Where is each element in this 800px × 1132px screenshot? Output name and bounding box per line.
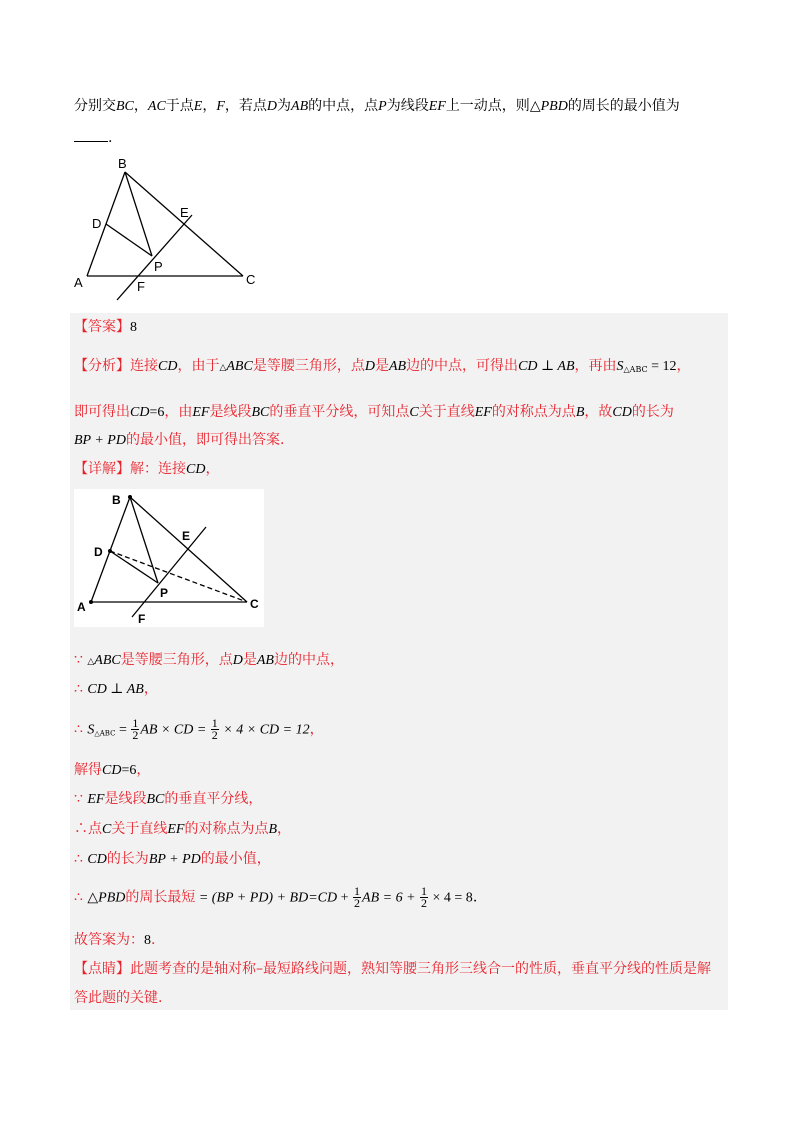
analysis-line-2: 即可得出CD=6，由EF是线段BC的垂直平分线，可知点C关于直线EF的对称点为点B，故CD的长为 (74, 404, 674, 420)
answer-blank (74, 129, 108, 142)
comment-line-1: 【点睛】此题考查的是轴对称–最短路线问题，熟知等腰三角形三线合一的性质，垂直平分线的性质是解 (74, 961, 711, 977)
fig2-label-c: C (250, 597, 259, 611)
proof-line-1: ∵ △ABC是等腰三角形，点D是AB边的中点， (74, 652, 344, 668)
proof-line-8: ∴ △PBD的周长最短 = (BP + PD) + BD=CD + $\frac{1}{2}$ AB = 6 + $\frac{1}{2}$ × 4 = 8. (74, 884, 478, 910)
fig2-label-p: P (160, 586, 169, 600)
fig2-label-d: D (94, 545, 103, 559)
fig2-label-f: F (138, 612, 146, 626)
fig1-label-f: F (137, 279, 145, 294)
question-line-1: 分别交BC，AC于点E，F，若点D为AB的中点，点P为线段EF上一动点，则△PBD的周长的最小值为 (74, 98, 680, 114)
proof-line-5: ∵ EF是线段BC的垂直平分线， (74, 791, 263, 807)
fig2-point-a (89, 600, 93, 604)
proof-line-3: ∴ $S_{\triangle ABC}$ = $\frac{1}{2}$ AB × CD = $\frac{1}{2}$ × 4 × CD = 12， (74, 716, 324, 742)
fig1-label-p: P (154, 259, 163, 274)
fig1-segment-dp (106, 224, 152, 256)
fig2-dashed-cd (110, 551, 247, 602)
fig1-label-c: C (246, 272, 256, 287)
detail-line-1: 【详解】解：连接CD， (74, 461, 220, 477)
fig2-label-e: E (182, 529, 191, 543)
fig1-label-b: B (118, 156, 127, 171)
fig1-label-a: A (74, 275, 83, 290)
fig1-label-e: E (180, 205, 189, 220)
proof-line-6: ∴点C关于直线EF的对称点为点B， (74, 821, 292, 837)
answer-line: 【答案】8 (74, 319, 137, 335)
proof-line-4: 解得CD=6， (74, 762, 151, 778)
fig2-point-d (108, 549, 112, 553)
geometry-figure-1 (70, 150, 270, 302)
geometry-figure-2 (74, 489, 264, 627)
proof-line-7: ∴ CD的长为BP + PD的最小值， (74, 851, 271, 867)
analysis-line-1: 【分析】连接CD，由于△ABC是等腰三角形，点D是AB边的中点，可得出CD ⊥ AB，再由$S_{\triangle ABC} = 12$， (74, 358, 691, 374)
fig2-label-a: A (77, 600, 86, 614)
fig1-label-d: D (92, 216, 102, 231)
proof-line-9: 故答案为：8. (74, 932, 156, 948)
fig1-line-ef (117, 215, 192, 300)
analysis-line-3: BP + PD的最小值，即可得出答案. (74, 432, 285, 448)
fig2-segment-dp (110, 551, 158, 583)
fig2-label-b: B (112, 493, 121, 507)
question-line-2: . (74, 128, 112, 148)
comment-line-2: 答此题的关键. (74, 990, 163, 1006)
fig2-line-ef (132, 527, 206, 617)
proof-line-2: ∴ CD ⊥ AB， (74, 681, 158, 697)
fig2-point-b (128, 495, 132, 499)
